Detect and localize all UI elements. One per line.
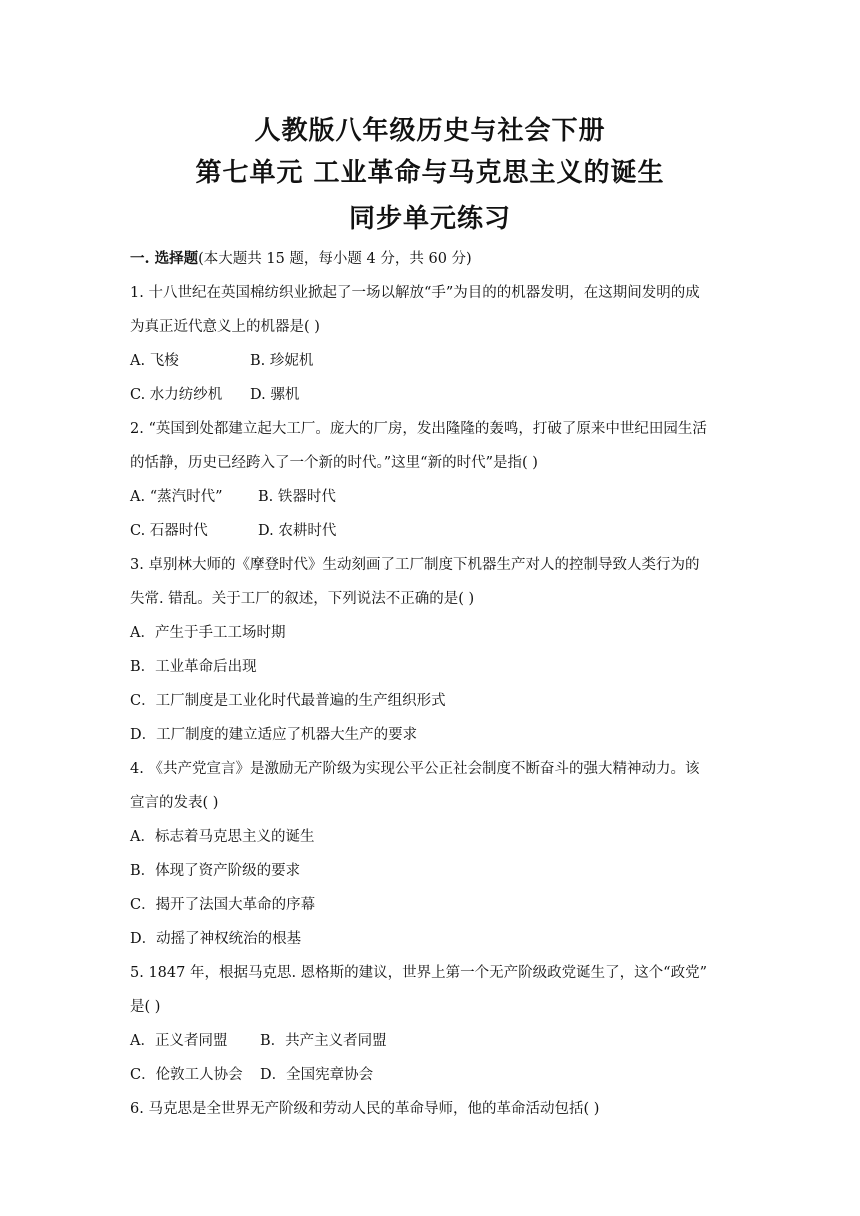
section-heading bbox=[130, 247, 472, 268]
question-2-stem-line1: 2. “英国到处都建立起大工厂。庞大的厂房，发出隆隆的轰鸣，打破了原来中世纪田园生活 bbox=[130, 421, 707, 437]
question-1-option-a: A. 飞梭 bbox=[130, 353, 179, 369]
title-line-3: 同步单元练习 bbox=[348, 204, 511, 234]
question-4-option-a: A．标志着马克思主义的诞生 bbox=[130, 829, 315, 845]
question-3-stem-line2: 失常. 错乱。关于工厂的叙述，下列说法不正确的是( ) bbox=[130, 591, 475, 607]
question-3-stem-line1: 3. 卓别林大师的《摩登时代》生动刻画了工厂制度下机器生产对人的控制导致人类行为的 bbox=[130, 557, 700, 573]
question-2-option-c: C. 石器时代 bbox=[130, 523, 208, 539]
section-note: (本大题共 15 题，每小题 4 分，共 60 分) bbox=[198, 251, 472, 267]
question-5-option-b: B．共产主义者同盟 bbox=[260, 1033, 387, 1049]
question-5-option-a: A．正义者同盟 bbox=[130, 1033, 228, 1049]
question-1-option-c: C. 水力纺纱机 bbox=[130, 387, 223, 403]
question-1-stem-line2: 为真正近代意义上的机器是( ) bbox=[130, 319, 320, 335]
question-3-option-d: D．工厂制度的建立适应了机器大生产的要求 bbox=[130, 727, 418, 743]
question-3-option-c: C．工厂制度是工业化时代最普遍的生产组织形式 bbox=[130, 693, 446, 709]
question-5-options-row2 bbox=[130, 1063, 373, 1084]
question-2-option-a: A. “蒸汽时代” bbox=[130, 489, 223, 505]
question-1-options-row1 bbox=[130, 349, 313, 370]
question-2-options-row2 bbox=[130, 519, 336, 540]
question-4-option-c: C．揭开了法国大革命的序幕 bbox=[130, 897, 316, 913]
question-5-options-row1 bbox=[130, 1029, 387, 1050]
question-2-stem-line2: 的恬静，历史已经跨入了一个新的时代。”这里“新的时代”是指( ) bbox=[130, 455, 538, 471]
question-3-option-b: B．工业革命后出现 bbox=[130, 659, 257, 675]
question-4-option-b: B．体现了资产阶级的要求 bbox=[130, 863, 301, 879]
question-1-option-b: B. 珍妮机 bbox=[250, 353, 314, 369]
section-label: 一. 选择题 bbox=[130, 250, 199, 267]
question-5-stem-line1: 5. 1847 年，根据马克思. 恩格斯的建议，世界上第一个无产阶级政党诞生了，这个“政党” bbox=[130, 965, 707, 981]
question-1-option-d: D. 骡机 bbox=[250, 387, 300, 403]
title-line-2: 第七单元 工业革命与马克思主义的诞生 bbox=[195, 158, 665, 188]
question-2-options-row1 bbox=[130, 485, 336, 506]
title-line-1: 人教版八年级历史与社会下册 bbox=[254, 116, 606, 146]
question-2-option-b: B. 铁器时代 bbox=[258, 489, 336, 505]
question-1-stem-line1: 1. 十八世纪在英国棉纺织业掀起了一场以解放“手”为目的的机器发明，在这期间发明的成 bbox=[130, 285, 700, 301]
question-5-option-c: C．伦敦工人协会 bbox=[130, 1067, 243, 1083]
question-6-stem-line1: 6. 马克思是全世界无产阶级和劳动人民的革命导师，他的革命活动包括( ) bbox=[130, 1101, 600, 1117]
question-3-option-a: A．产生于手工工场时期 bbox=[130, 625, 286, 641]
question-5-stem-line2: 是( ) bbox=[130, 999, 161, 1015]
question-1-options-row2 bbox=[130, 383, 299, 404]
question-5-option-d: D．全国宪章协会 bbox=[260, 1067, 374, 1083]
question-2-option-d: D. 农耕时代 bbox=[258, 523, 337, 539]
question-4-option-d: D．动摇了神权统治的根基 bbox=[130, 931, 302, 947]
question-4-stem-line2: 宣言的发表( ) bbox=[130, 795, 219, 811]
question-4-stem-line1: 4. 《共产党宣言》是激励无产阶级为实现公平公正社会制度不断奋斗的强大精神动力。该 bbox=[130, 761, 700, 777]
